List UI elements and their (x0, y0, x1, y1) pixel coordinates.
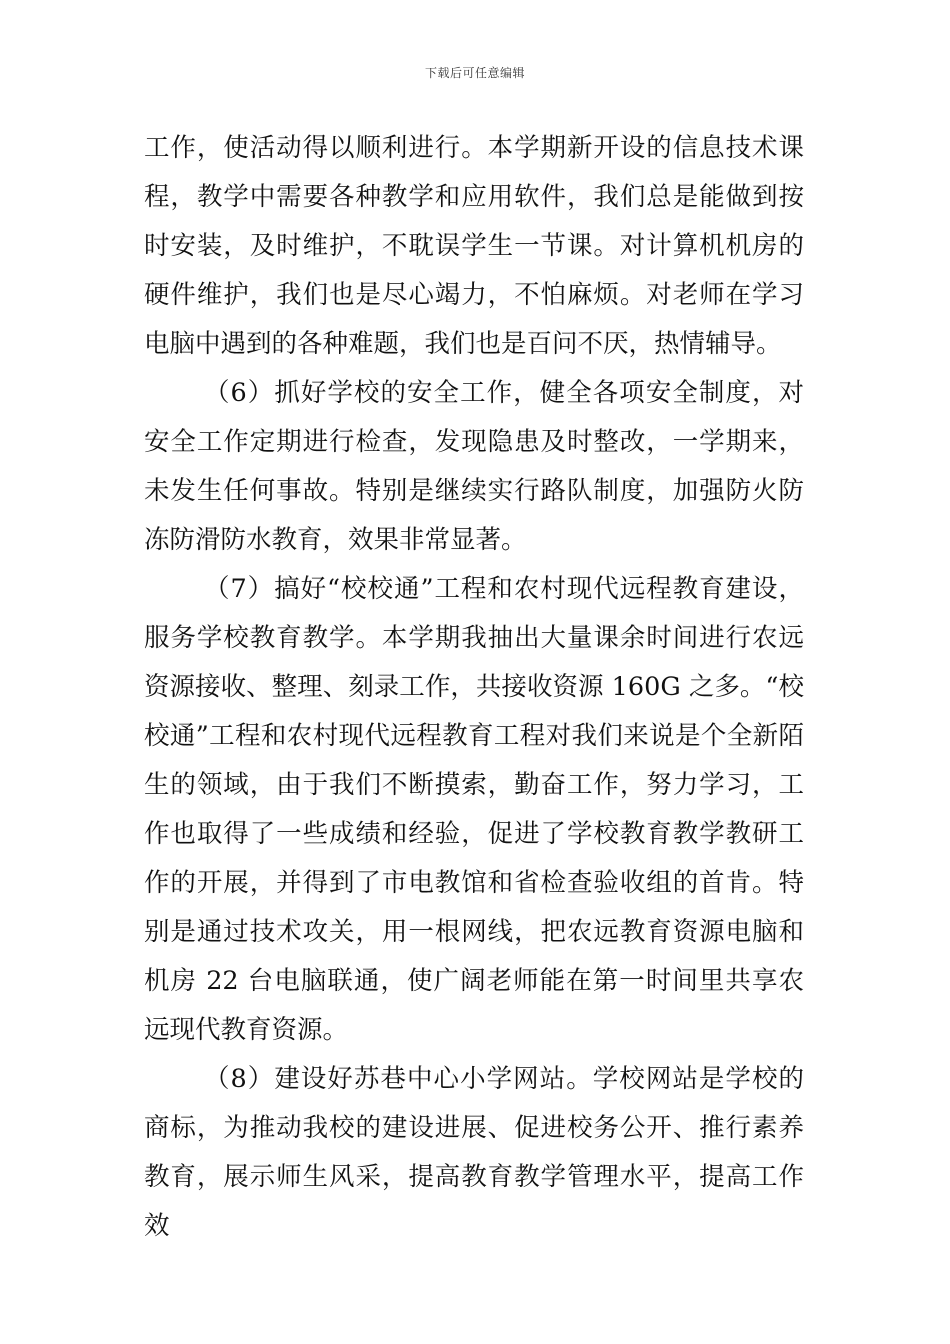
paragraph-item-8: （8）建设好苏巷中心小学网站。学校网站是学校的商标，为推动我校的建设进展、促进校务公开、推行素养教育，展示师生风采，提高教育教学管理水平，提高工作效 (144, 1064, 804, 1241)
paragraph-item-6: （6）抓好学校的安全工作，健全各项安全制度，对安全工作定期进行检查，发现隐患及时整改，一学期来，未发生任何事故。特别是继续实行路队制度，加强防火防冻防滑防水教育，效果非常显著。 (144, 378, 804, 555)
page-header: 下载后可任意编辑 (424, 66, 525, 80)
paragraph-continuation: 工作，使活动得以顺利进行。本学期新开设的信息技术课程，教学中需要各种教学和应用软件，我们总是能做到按时安装，及时维护，不耽误学生一节课。对计算机机房的硬件维护，我们也是尽心竭力，不怕麻烦。对老师在学习电脑中遇到的各种难题，我们也是百问不厌，热情辅导。 (144, 133, 804, 359)
paragraph-item-7: （7）搞好“校校通”工程和农村现代远程教育建设，服务学校教育教学。本学期我抽出大量课余时间进行农远资源接收、整理、刻录工作，共接收资源 160G 之多。“校校通”工程和农村现代远程教育工程对我们来说是个全新陌生的领域，由于我们不断摸索，勤奋工作，努力学习，工作也取得了一些成绩和经验，促进了学校教育教学教研工作的开展，并得到了市电教馆和省检查验收组的首肯。特别是通过技术攻关，用一根网线，把农远教育资源电脑和机房 22 台电脑联通，使广阔老师能在第一时间里共享农远现代教育资源。 (144, 574, 804, 1045)
document-body (144, 124, 804, 1251)
